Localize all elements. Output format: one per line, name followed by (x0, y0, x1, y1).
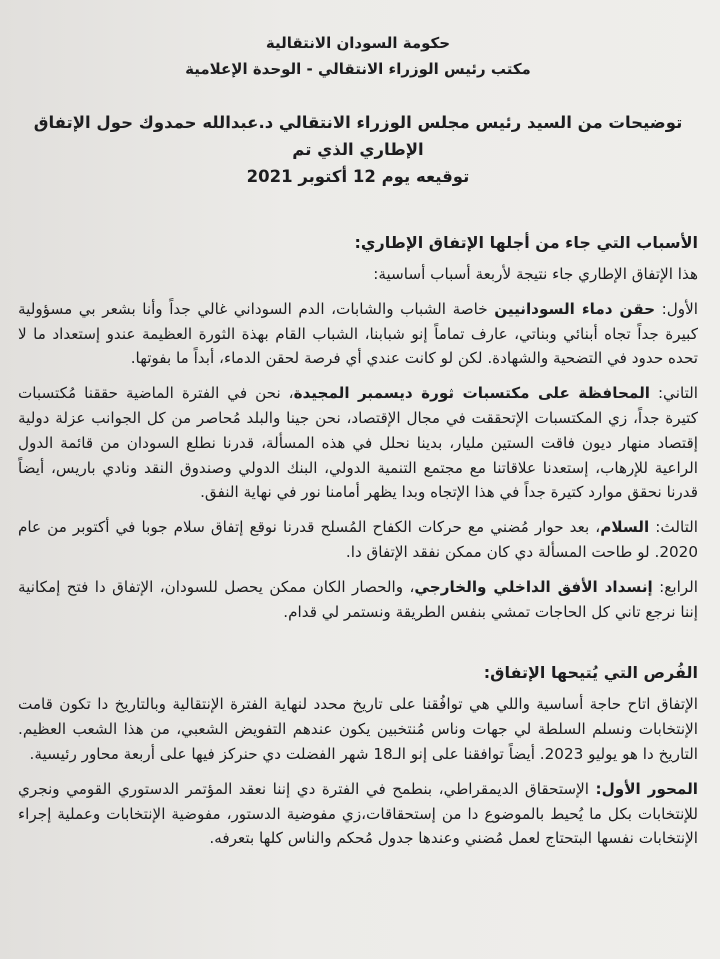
reason-1 (18, 297, 698, 371)
reason-2-title: المحافظة على مكتسبات ثورة ديسمبر المجيدة (293, 384, 650, 403)
reason-4 (18, 575, 698, 625)
reason-4-prefix: الرابع: (659, 577, 699, 596)
title-line-2: توقيعه يوم 12 أكتوبر 2021 (246, 167, 470, 186)
reason-3-prefix: التالث: (655, 518, 699, 537)
office-name: مكتب رئيس الوزراء الانتقالي - الوحدة الإعلامية (185, 60, 531, 78)
government-name: حكومة السودان الانتقالية (265, 34, 451, 52)
reason-2 (18, 381, 698, 505)
reason-4-text: ، والحصار الكان ممكن يحصل للسودان، الإتفاق دا فتح إمكانية إننا نرجع تاني كل الحاجات تمشي بنفس الطريقة ونستمر لي قدام. (18, 577, 698, 621)
reason-2-prefix: التاني: (657, 384, 698, 403)
reason-3-title: السلام (600, 518, 650, 537)
title-line-1: توضيحات من السيد رئيس مجلس الوزراء الانتقالي د.عبدالله حمدوك حول الإتفاق الإطاري الذي تم (33, 113, 683, 159)
axis-1-label: المحور الأول: (595, 779, 699, 798)
document-title (18, 109, 698, 190)
axis-1-text: الإستحقاق الديمقراطي، بنطمح في الفترة دي إننا نعقد المؤتمر الدستوري القومي ونجري للإنتخابات بكل ما يُحيط بالموضوع دا من إستحقاقات،زي مفوضية الدستور، مفوضية الإنتخابات وعملية إجراء الإنتخابات نفسها البتحتاج لعمل مُضني وعندها جدول مُحكم والناس كلها بتعرفه. (18, 779, 698, 848)
reason-1-title: حقن دماء السودانيين (494, 299, 656, 318)
reason-1-prefix: الأول: (661, 299, 699, 318)
reason-2-text: ، نحن في الفترة الماضية حققنا مُكتسبات كتيرة جداً، زي المكتسبات الإتحققت في مجال الإقتصاد، نحن جينا والبلد مُحاصر من كل الجوانب عزلة دولية إقتصاد منهار ديون فاقت الستين مليار، بدينا نحلل في هذه المسألة، قدرنا نطلع السودان من قائمة الدول الراعية للإرهاب، إستعدنا علاقاتنا مع مجتمع التنمية الدولي، البنك الدولي وصندوق النقد ونادي باريس، أيضاً قدرنا نحقق موارد كتيرة جداً في هذا الإتجاه وبدا يظهر أمامنا نور في نهاية النفق. (18, 384, 698, 502)
reason-3-text: ، بعد حوار مُضني مع حركات الكفاح المُسلح قدرنا نوقع إتفاق سلام جوبا في أكتوبر من عام 2020. لو طاحت المسألة دي كان ممكن نفقد الإتفاق دا. (18, 518, 698, 561)
opportunities-paragraph: الإتفاق اتاح حاجة أساسية واللي هي توافُقنا على تاريخ محدد لنهاية الفترة الإنتقالية وبالتاريخ دا تكون قامت الإنتخابات ونسلم السلطة لي جهات وناس مُنتخبين يكون عندهم التفويض الشعبي، من هذا الشعب العظيم. التاريخ دا هو يوليو 2023. أيضاً توافقنا على إنو الـ18 شهر الفضلت دي حنركز فيها على أربعة محاور رئيسية. (18, 695, 698, 763)
reason-4-title: إنسداد الأفق الداخلي والخارجي (414, 577, 653, 596)
section-reasons-heading: الأسباب التي جاء من أجلها الإتفاق الإطاري: (354, 233, 698, 252)
section-reasons-intro: هذا الإتفاق الإطاري جاء نتيجة لأربعة أسباب أساسية: (373, 265, 698, 283)
section-opportunities-heading: الفُرص التي يُتيحها الإتفاق: (483, 663, 698, 683)
axis-1 (18, 777, 698, 851)
reason-3 (18, 515, 698, 565)
reason-1-text: خاصة الشباب والشابات، الدم السوداني غالي جداً وأنا بشعر بي مسؤولية كبيرة جداً تجاه أبنائي وبناتي، عارف تماماً إنو شبابنا، الشباب القام بهذة الثورة العظيمة عندو إستعداد ما لا تحده حدود في التضحية والشهادة. لكن لو كانت عندي أي فرصة لحقن الدماء، أبداً ما بفوتها. (18, 299, 698, 368)
